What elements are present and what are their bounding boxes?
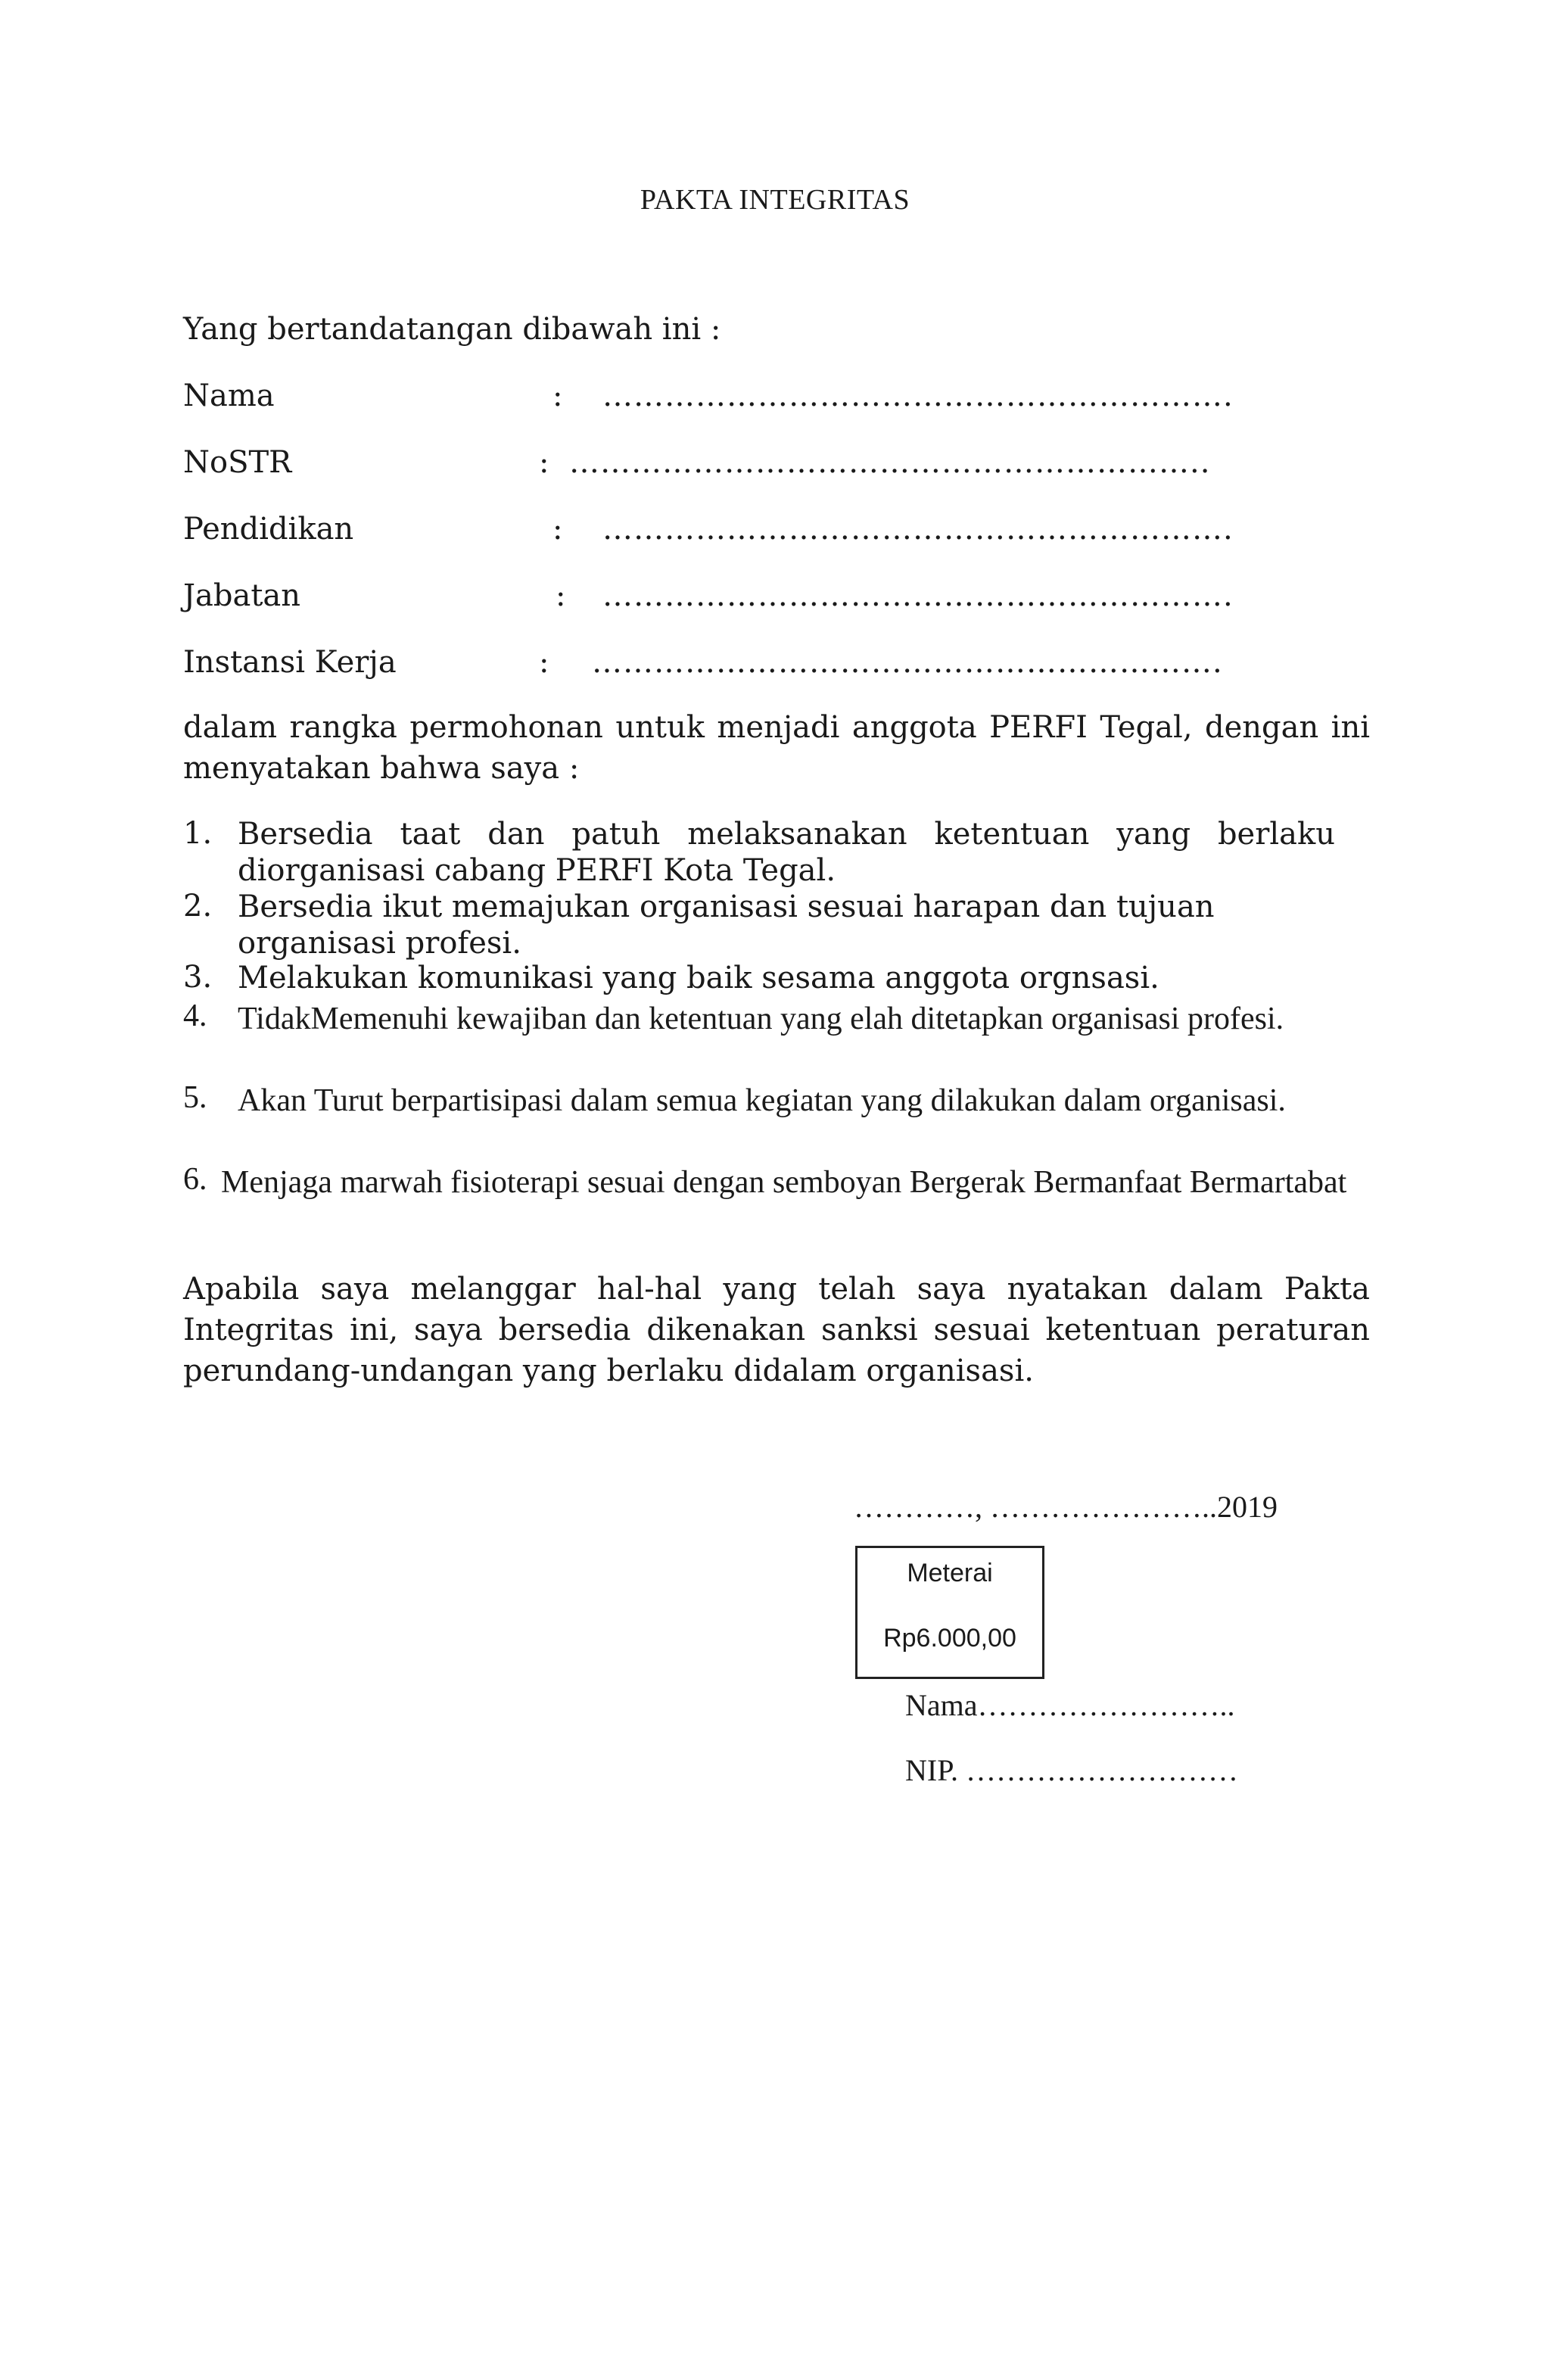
list-item-number: 1. — [183, 816, 213, 851]
list-item-number: 6. — [183, 1162, 207, 1197]
field-colon: : — [539, 445, 549, 480]
meterai-stamp-box — [855, 1546, 1044, 1679]
place-date-line: …………, …………………..2019 — [854, 1490, 1278, 1524]
closing-text: Apabila saya melanggar hal-hal yang telah saya nyatakan dalam Pakta Integritas ini, saya bersedia dikenakan sanksi sesuai ketentuan peraturan perundang-undangan yang berlaku didalam organisasi. — [183, 1272, 1370, 1388]
field-value-blank: ……………………………………………………. — [602, 512, 1234, 547]
statement-text: dalam rangka permohonan untuk menjadi anggota PERFI Tegal, dengan ini menyatakan bahwa saya : — [183, 710, 1370, 786]
field-label: Instansi Kerja — [183, 645, 397, 680]
list-item-number: 4. — [183, 998, 207, 1033]
list-item-text — [221, 1161, 1379, 1204]
field-colon: : — [556, 578, 566, 613]
field-value-blank: ……………………………………………………. — [602, 378, 1234, 413]
field-colon: : — [539, 645, 549, 680]
list-item-text: TidakMemenuhi kewajiban dan ketentuan yang elah ditetapkan organisasi profesi. — [238, 1002, 1284, 1036]
field-colon: : — [552, 378, 563, 413]
field-label: Jabatan — [183, 578, 301, 613]
stamp-label: Meterai — [907, 1559, 993, 1587]
list-item-text: Melakukan komunikasi yang baik sesama anggota orgnsasi. — [238, 961, 1159, 995]
intro-text: Yang bertandatangan dibawah ini : — [183, 312, 721, 347]
list-item-text: Akan Turut berpartisipasi dalam semua kegiatan yang dilakukan dalam organisasi. — [238, 1083, 1286, 1118]
list-item-text-line: Menjaga marwah fisioterapi sesuai dengan semboyan Bergerak Bermanfaat Bermartabat — [221, 1165, 1347, 1200]
field-label: Pendidikan — [183, 512, 354, 547]
field-value-blank: ……………………………………………………. — [592, 645, 1223, 680]
signature-nip-line: NIP. ……………………… — [905, 1753, 1239, 1787]
list-item-text: Bersedia ikut memajukan organisasi sesuai harapan dan tujuan organisasi profesi. — [238, 889, 1215, 961]
list-item-number: 5. — [183, 1080, 207, 1115]
field-value-blank: …………………………………………………….. — [569, 445, 1211, 480]
field-label: NoSTR — [183, 445, 292, 480]
field-colon: : — [552, 512, 563, 547]
list-item-number: 3. — [183, 960, 213, 995]
document-title: PAKTA INTEGRITAS — [640, 184, 910, 216]
field-value-blank: ……………………………………………………. — [602, 578, 1234, 613]
list-item-text: Bersedia taat dan patuh melaksanakan ketentuan yang berlaku diorganisasi cabang PERFI Kota Tegal. — [238, 817, 1335, 888]
field-label: Nama — [183, 378, 275, 413]
list-item-number: 2. — [183, 889, 213, 924]
stamp-value: Rp6.000,00 — [883, 1624, 1016, 1653]
signature-name-line: Nama…………………….. — [905, 1688, 1235, 1722]
